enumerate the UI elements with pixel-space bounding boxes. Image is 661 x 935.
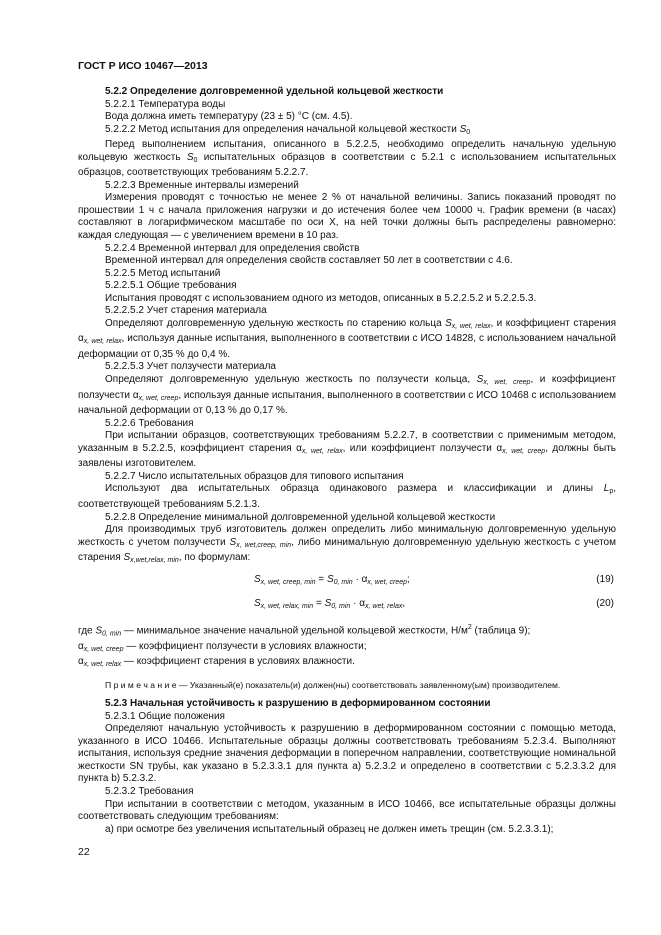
subsection-heading: 5.2.2.5.3 Учет ползучести материала: [105, 361, 276, 373]
paragraph: Определяют долговременную удельную жесткость по старению кольца $S_{x, wet, relax}$, и коэффициент старения $\alpha_{x, wet, relax}$, используя данные испытания, выполненного в соответствии с ИСО 14828, с использованием начальной деформации от 0,35 % до 0,4 %.: [78, 317, 616, 360]
paragraph: Перед выполнением испытания, описанного в 5.2.2.5, необходимо определить начальную удельную кольцевую жесткость $S_0$ испытательных образцов в соответствии с 5.2.1 с использованием испытательных образцов, соответствующих требованиям 5.2.2.7.: [78, 139, 616, 179]
subsection-heading: 5.2.3.1 Общие положения: [105, 710, 225, 722]
note: П р и м е ч а н и е — Указанный(е) показатель(и) должен(ны) соответствовать заявленному(ым) производителем.: [105, 679, 561, 690]
subsection-heading: 5.2.2.5.1 Общие требования: [105, 280, 237, 292]
subsection-heading: 5.2.2.5.2 Учет старения материала: [105, 305, 267, 317]
formula-20-expression: $S_{x, wet, relax, min} = S_{0, min} \cdot \alpha_{x, wet, relax}$,: [254, 597, 406, 610]
subsection-heading: 5.2.2.3 Временные интервалы измерений: [105, 179, 299, 191]
formula-19-number: (19): [596, 573, 614, 585]
subsection-heading: 5.2.3.2 Требования: [105, 786, 194, 798]
legend-item: $\alpha_{x, wet, relax}$ — коэффициент старения в условиях влажности.: [78, 656, 355, 669]
legend-item: $\alpha_{x, wet, creep}$ — коэффициент ползучести в условиях влажности;: [78, 640, 367, 653]
formula-20: [78, 592, 616, 616]
document-body: [78, 86, 616, 836]
subsection-heading: 5.2.2.2 Метод испытания для определения начальной кольцевой жесткости $S_0$: [105, 123, 471, 136]
subsection-heading: 5.2.2.6 Требования: [105, 417, 194, 429]
subsection-heading: 5.2.2.7 Число испытательных образцов для типового испытания: [105, 470, 404, 482]
paragraph: При испытании в соответствии с методом, указанным в ИСО 10466, все испытательные образцы должны соответствовать следующим требованиям:: [78, 798, 616, 823]
section-heading-5-2-3: 5.2.3 Начальная устойчивость к разрушению в деформированном состоянии: [105, 698, 491, 710]
paragraph: Испытания проводят с использованием одного из методов, описанных в 5.2.2.5.2 и 5.2.2.5.3.: [105, 292, 537, 304]
paragraph: Временной интервал для определения свойств составляет 50 лет в соответствии с 4.6.: [105, 255, 513, 267]
paragraph: Определяют долговременную удельную жесткость по ползучести кольца, $S_{x, wet, creep}$, и коэффициент ползучести $\alpha_{x, wet, creep}$, используя данные испытания, выполненного в соответствии с ИСО 10468 с использованием начальной деформации от 0,13 % до 0,17 %.: [78, 374, 617, 417]
running-header: ГОСТ Р ИСО 10467—2013: [78, 60, 208, 72]
subsection-heading: 5.2.2.8 Определение минимальной долговременной удельной кольцевой жесткости: [105, 511, 496, 523]
section-heading-5-2-2: 5.2.2 Определение долговременной удельной кольцевой жесткости: [105, 86, 444, 97]
paragraph: Для производимых труб изготовитель должен определить либо минимальную долговременную удельную жесткость с учетом ползучести $S_{x, wet,creep, min}$, либо минимальную долговременную удельную жесткость с учетом старения $S_{x,wet,relax, min}$, по формулам:: [78, 524, 616, 565]
paragraph: При испытании образцов, соответствующих требованиям 5.2.2.7, в соответствии с применимым методом, указанным в 5.2.2.5, коэффициент старения $\alpha_{x, wet, relax}$, или коэффициент ползучести $\alpha_{x, wet, creep}$, должны быть заявлены изготовителем.: [78, 430, 616, 470]
formula-19-expression: $S_{x, wet, creep, min} = S_{0, min} \cdot \alpha_{x, wet, creep}$;: [254, 573, 410, 586]
paragraph: Измерения проводят с точностью не менее 2 % от начальной величины. Запись показаний проводят по прошествии 1 ч с начала приложения нагрузки и до истечения более чем 10000 ч. График времени (в часах) составляют в логарифмическом масштабе по оси X, на ней точки должны быть распределены равномерно: каждая следующая — с увеличением времени в 10 раз.: [78, 192, 616, 242]
subsection-heading: 5.2.2.5 Метод испытаний: [105, 267, 221, 279]
formula-20-number: (20): [596, 597, 614, 609]
formula-19: [78, 568, 616, 592]
formula-legend: [78, 622, 616, 672]
paragraph: Вода должна иметь температуру (23 ± 5) °С (см. 4.5).: [105, 111, 353, 123]
list-item: а) при осмотре без увеличения испытательный образец не должен иметь трещин (см. 5.2.3.3.1);: [105, 823, 554, 835]
page-number: 22: [78, 846, 90, 858]
legend-item: где $S_{0, min}$ — минимальное значение начальной удельной кольцевой жесткости, $Н/м^2$ (таблица 9);: [78, 623, 531, 638]
subsection-heading: 5.2.2.1 Температура воды: [105, 98, 226, 110]
paragraph: Используют два испытательных образца одинакового размера и классификации и длины $L_p$, соответствующей требованиям 5.2.1.3.: [78, 483, 616, 510]
subsection-heading: 5.2.2.4 Временной интервал для определения свойств: [105, 242, 360, 254]
paragraph: Определяют начальную устойчивость к разрушению в деформированном состоянии с помощью метода, указанного в ИСО 10466. Испытательные образцы должны соответствовать требованиям 5.2.3.4. Выполняют испытания, используя средние значения деформации в поперечном направлении, соответствующие номинальной жесткости SN трубы, как указано в 5.2.3.3.1 для пункта а) 5.2.3.2 и определено в соответствии с 5.2.3.3.2 для пункта b) 5.2.3.2.: [78, 723, 616, 785]
